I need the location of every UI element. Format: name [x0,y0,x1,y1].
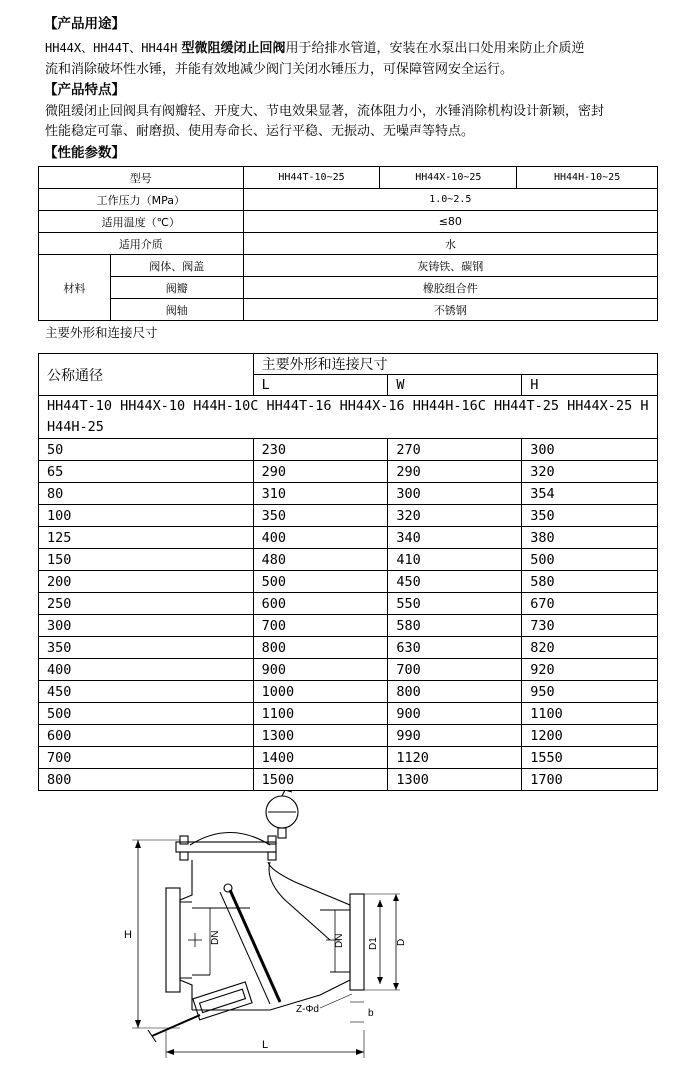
label-h: H [124,929,132,941]
h-cell: 500 [522,549,658,571]
dims-group-header: 主要外形和连接尺寸 [253,354,657,375]
dn-cell: 300 [39,615,254,637]
performance-table [38,166,658,321]
label-dn-left: DN [210,930,221,945]
w-cell: 320 [388,505,522,527]
col-header-h: H [522,375,658,396]
col-header-w: W [388,375,522,396]
usage-text: 用于给排水管道，安装在水泵出口处用来防止介质逆 [285,41,585,56]
dn-cell: 65 [39,461,254,483]
params-heading: 【性能参数】 [44,145,125,161]
table-row [39,769,658,791]
usage-heading: 【产品用途】 [44,16,125,32]
table-row [39,439,658,461]
l-cell: 310 [253,483,388,505]
table-row [39,637,658,659]
usage-product-name: 型微阻缓闭止回阀 [181,41,286,56]
h-cell: 354 [522,483,658,505]
table-row [39,747,658,769]
l-cell: 230 [253,439,388,461]
dimensions-table [38,353,658,791]
label-dn-right: DN [334,933,345,948]
table-row [39,396,658,439]
material-part: 阀体、阀盖 [110,255,243,277]
medium-label: 适用介质 [39,233,244,255]
l-cell: 480 [253,549,388,571]
bonnet-flange [176,842,276,852]
dn-cell: 450 [39,681,254,703]
pressure-value: 1.0~2.5 [243,189,657,211]
dn-cell: 400 [39,659,254,681]
l-cell: 1000 [253,681,388,703]
dn-cell: 800 [39,769,254,791]
w-cell: 990 [388,725,522,747]
table-row [39,593,658,615]
h-cell: 730 [522,615,658,637]
l-cell: 600 [253,593,388,615]
pressure-gauge-icon [266,790,298,838]
temp-value: ≤80 [243,211,657,233]
h-cell: 580 [522,571,658,593]
models-row: HH44T-10 HH44X-10 H44H-10C HH44T-16 HH44X-16 HH44H-16C HH44T-25 HH44X-25 H H44H-25 [39,396,658,439]
dn-cell: 100 [39,505,254,527]
dn-cell: 350 [39,637,254,659]
w-cell: 800 [388,681,522,703]
table-row [39,483,658,505]
table-row [39,549,658,571]
table-row [39,681,658,703]
table-row [39,211,658,233]
dn-cell: 600 [39,725,254,747]
l-cell: 1300 [253,725,388,747]
valve-drawing [120,790,420,1070]
l-cell: 350 [253,505,388,527]
h-cell: 670 [522,593,658,615]
h-cell: 1700 [522,769,658,791]
dn-header: 公称通径 [39,354,254,396]
table-row [39,659,658,681]
dn-cell: 125 [39,527,254,549]
table-row [39,571,658,593]
usage-paragraph-line1 [45,38,665,59]
h-cell: 1550 [522,747,658,769]
features-paragraph-line2: 性能稳定可靠、耐磨损、使用寿命长、运行平稳、无振动、无噪声等特点。 [45,124,475,139]
inlet-flange [166,888,180,992]
h-cell: 820 [522,637,658,659]
damper-cylinder [148,982,252,1042]
material-value: 橡胶组合件 [243,277,657,299]
material-value: 灰铸铁、碳钢 [243,255,657,277]
w-cell: 1300 [388,769,522,791]
l-cell: 400 [253,527,388,549]
l-cell: 900 [253,659,388,681]
table-row [39,354,658,375]
dn-cell: 250 [39,593,254,615]
material-part: 阀轴 [110,299,243,321]
h-cell: 950 [522,681,658,703]
table-row [39,703,658,725]
col-header-l: L [253,375,388,396]
dn-cell: 150 [39,549,254,571]
table-row [39,725,658,747]
model-cell: HH44X-10~25 [380,167,517,189]
material-label: 材料 [39,255,111,321]
l-cell: 290 [253,461,388,483]
features-heading: 【产品特点】 [44,82,125,98]
w-cell: 580 [388,615,522,637]
medium-value: 水 [243,233,657,255]
dn-cell: 500 [39,703,254,725]
w-cell: 290 [388,461,522,483]
dims-caption: 主要外形和连接尺寸 [45,325,158,340]
table-row [39,461,658,483]
label-l: L [262,1039,269,1051]
table-row [39,233,658,255]
w-cell: 300 [388,483,522,505]
h-cell: 1200 [522,725,658,747]
table-row [39,299,658,321]
model-label: 型号 [39,167,244,189]
dn-cell: 80 [39,483,254,505]
h-cell: 1100 [522,703,658,725]
table-row [39,167,658,189]
l-cell: 1100 [253,703,388,725]
w-cell: 700 [388,659,522,681]
h-cell: 380 [522,527,658,549]
table-row [39,527,658,549]
table-row [39,615,658,637]
w-cell: 410 [388,549,522,571]
dn-cell: 50 [39,439,254,461]
l-cell: 500 [253,571,388,593]
label-b: b [368,1008,374,1019]
w-cell: 1120 [388,747,522,769]
l-cell: 800 [253,637,388,659]
features-paragraph-line1: 微阻缓闭止回阀具有阀瓣轻、开度大、节电效果显著，流体阻力小，水锤消除机构设计新颖，密封 [45,104,605,119]
dn-cell: 700 [39,747,254,769]
l-cell: 1500 [253,769,388,791]
table-row [39,277,658,299]
material-value: 不锈钢 [243,299,657,321]
label-d1: D1 [368,937,379,950]
w-cell: 340 [388,527,522,549]
w-cell: 900 [388,703,522,725]
l-cell: 1400 [253,747,388,769]
w-cell: 270 [388,439,522,461]
h-cell: 920 [522,659,658,681]
table-row [39,255,658,277]
label-d: D [396,938,407,946]
w-cell: 450 [388,571,522,593]
usage-paragraph-line2: 流和消除破坏性水锤，并能有效地减少阀门关闭水锤压力，可保障管网安全运行。 [45,62,514,77]
bonnet-cover [190,833,270,846]
label-z-phi-d: Z-Φd [296,1004,319,1015]
w-cell: 550 [388,593,522,615]
model-cell: HH44T-10~25 [243,167,380,189]
pressure-label: 工作压力（MPa） [39,189,244,211]
outlet-flange [350,894,364,990]
temp-label: 适用温度（℃） [39,211,244,233]
dn-cell: 200 [39,571,254,593]
h-cell: 300 [522,439,658,461]
h-cell: 320 [522,461,658,483]
model-cell: HH44H-10~25 [517,167,658,189]
table-row [39,505,658,527]
l-cell: 700 [253,615,388,637]
w-cell: 630 [388,637,522,659]
material-part: 阀瓣 [110,277,243,299]
usage-models: HH44X、HH44T、HH44H [45,41,178,55]
table-row [39,189,658,211]
h-cell: 350 [522,505,658,527]
